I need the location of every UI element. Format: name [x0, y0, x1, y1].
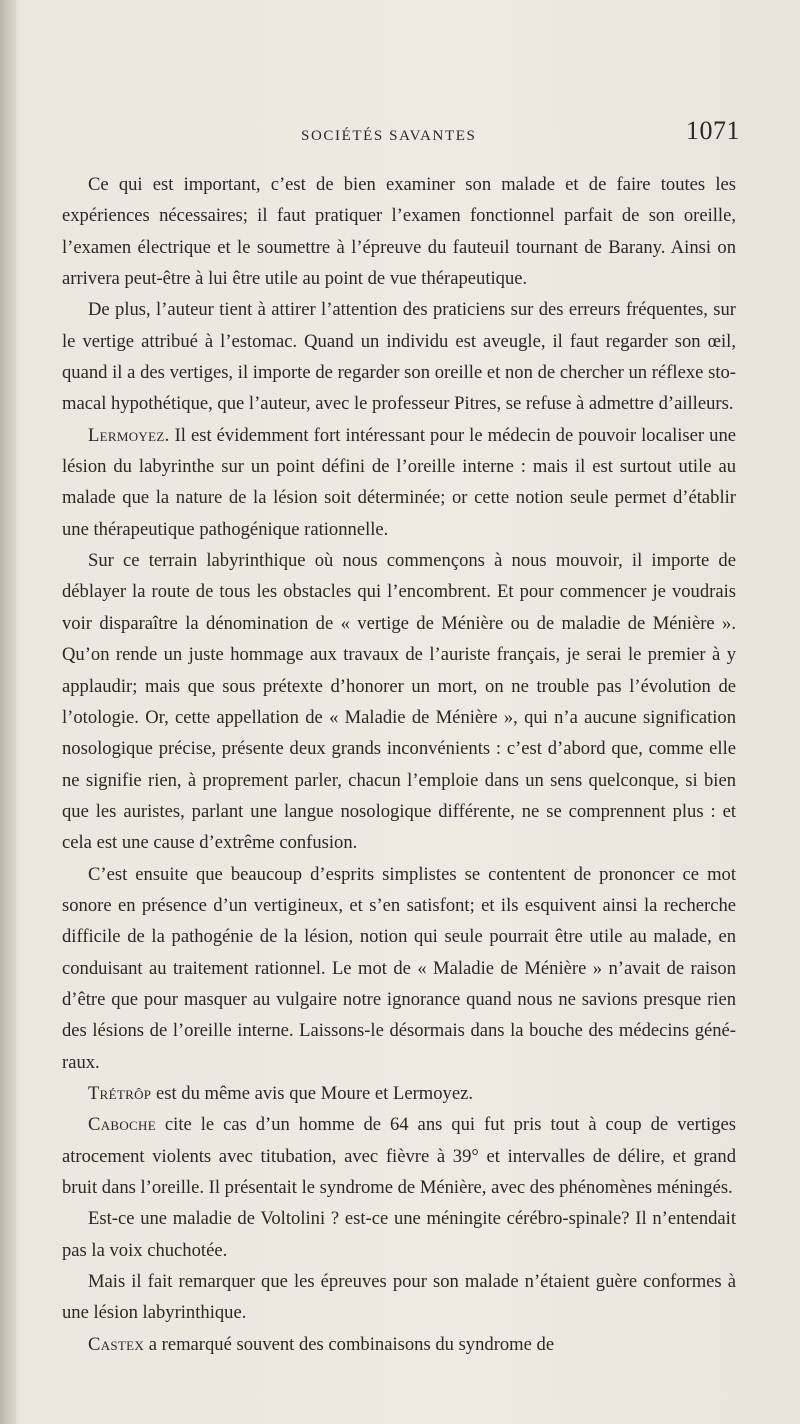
page-number: 1071	[686, 116, 740, 145]
paragraph: Lermoyez. Il est évidemment fort intéressant pour le médecin de pouvoir localiser une lésion du labyrinthe sur un point défini de l’oreille interne : mais il est surtout utile au malade que la nature de la lésion soit déterminée; or cette notion seule permet d’établir une thérapeutique pathogénique rationnelle.	[62, 424, 736, 540]
paragraph: Ce qui est important, c’est de bien examiner son malade et de faire toutes les expériences nécessaires; il faut pratiquer l’examen fonctionnel parfait de son oreille, l’examen électrique et le soumettre à l’épreuve du fauteuil tournant de Barany. Ainsi on arrivera peut-être à lui être utile au point de vue thérapeutique.	[62, 174, 736, 290]
speaker-name: Lermoyez.	[88, 424, 170, 446]
speaker-name: Castex	[88, 1333, 145, 1355]
paragraph: Trétrôp est du même avis que Moure et Lermoyez.	[88, 1082, 473, 1104]
paragraph: Castex a remarqué souvent des combinaisons du syndrome de	[88, 1333, 555, 1355]
paragraph: Sur ce terrain labyrinthique où nous commençons à nous mouvoir, il importe de déblayer la route de tous les obstacles qui l’encombrent. Et pour commencer je voudrais voir disparaître la dénomination de « vertige de Ménière ou de maladie de Ménière ». Qu’on rende un juste hommage aux travaux de l’auriste français, je serai le premier à y applaudir; mais que sous prétexte d’honorer un mort, on ne trouble pas l’évolution de l’otologie. Or, cette appellation de « Maladie de Ménière », qui n’a aucune signification nosologique précise, présente deux grands inconvénients : c’est d’abord que, comme elle ne signifie rien, à proprement parler, chacun l’emploie dans un sens quelconque, si bien que les auristes, parlant une langue nosologique différente, ne se comprennent plus : et cela est une cause d’extrême confusion.	[62, 550, 736, 854]
paragraph: C’est ensuite que beaucoup d’esprits simplistes se contentent de prononcer ce mot sonore en présence d’un vertigineux, et s’en satisfont; et ils esquivent ainsi la recherche difficile de la pathogénie de la lésion, notion qui seule pourrait être utile au malade, en conduisant au traitement rationnel. Le mot de « Maladie de Ménière » n’avait de raison d’être que pour masquer au vulgaire notre ignorance quand nous ne savions presque rien des lésions de l’oreille interne. Laissons-le désormais dans la bouche des médecins généraux.	[62, 863, 736, 1073]
body-text	[62, 169, 736, 1360]
paragraph: Mais il fait remarquer que les épreuves pour son malade n’étaient guère conformes à une lésion labyrinthique.	[62, 1271, 736, 1324]
speaker-name: Caboche	[88, 1114, 156, 1136]
running-head: SOCIÉTÉS SAVANTES	[301, 128, 477, 144]
speaker-name: Trétrôp	[88, 1082, 152, 1104]
page-header	[60, 116, 740, 156]
paragraph: Caboche cite le cas d’un homme de 64 ans qui fut pris tout à coup de vertiges atrocement violents avec titubation, avec fièvre à 39° et intervalles de délire, et grand bruit dans l’oreille. Il présentait le syndrome de Ménière, avec des phénomènes méningés.	[62, 1114, 736, 1198]
binding-edge	[0, 0, 16, 1424]
paragraph: Est-ce une maladie de Voltolini ? est-ce une méningite cérébro-spinale? Il n’entendait pas la voix chuchotée.	[62, 1208, 736, 1261]
paragraph: De plus, l’auteur tient à attirer l’attention des praticiens sur des erreurs fréquentes, sur le vertige attribué à l’estomac. Quand un individu est aveugle, il faut regarder son œil, quand il a des vertiges, il importe de regarder son oreille et non de chercher un réflexe stomacal hypothétique, que l’auteur, avec le professeur Pitres, se refuse à admettre d’ailleurs.	[62, 299, 736, 415]
